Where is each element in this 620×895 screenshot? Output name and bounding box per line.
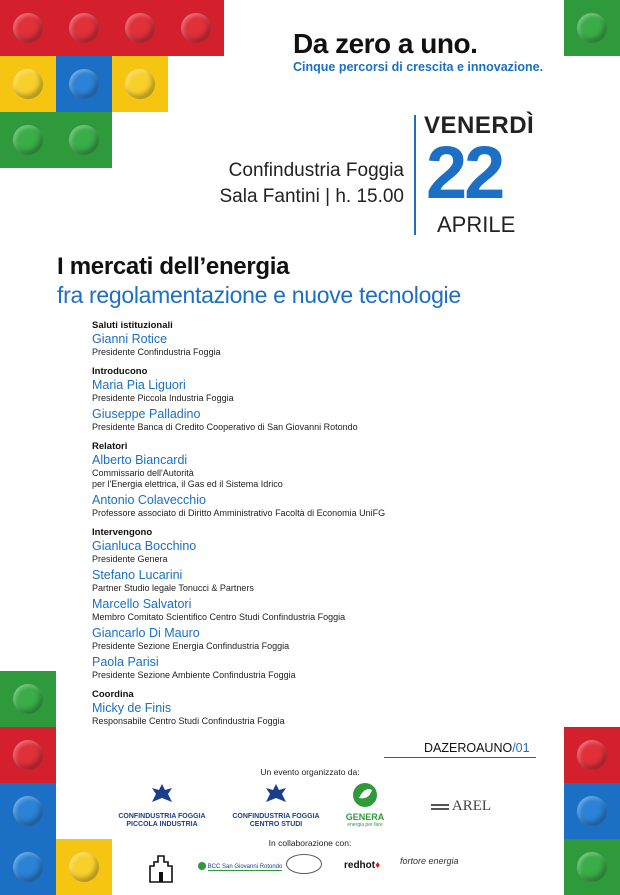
section-saluti bbox=[92, 320, 552, 358]
lego-brick bbox=[0, 783, 56, 839]
speaker-role-line2: per l'Energia elettrica, il Gas ed il Sistema Idrico bbox=[92, 479, 283, 489]
lego-brick-top-right bbox=[564, 0, 620, 56]
speaker bbox=[92, 655, 552, 681]
arel-mark-icon bbox=[431, 804, 449, 810]
event-title: I mercati dell’energia bbox=[57, 253, 290, 280]
organizer-logo-genera bbox=[338, 782, 392, 829]
lego-brick bbox=[56, 112, 112, 168]
speaker-name: Gianni Rotice bbox=[92, 332, 168, 346]
speaker-role: Commissario dell'Autorità bbox=[92, 468, 194, 478]
series-code-underline bbox=[384, 757, 536, 758]
speaker-name: Alberto Biancardi bbox=[92, 453, 188, 467]
venue-room-time: Sala Fantini | h. 15.00 bbox=[219, 186, 404, 207]
speaker-role: Membro Comitato Scientifico Centro Studi Confindustria Foggia bbox=[92, 612, 346, 622]
speaker-name: Giancarlo Di Mauro bbox=[92, 626, 200, 640]
speaker-name: Gianluca Bocchino bbox=[92, 539, 197, 553]
speaker bbox=[92, 701, 552, 727]
lego-brick bbox=[168, 0, 224, 56]
lego-brick bbox=[0, 671, 56, 727]
speaker-name: Stefano Lucarini bbox=[92, 568, 183, 582]
organizer-line1: AREL bbox=[451, 798, 492, 814]
organizer-logo-centro-studi bbox=[222, 782, 330, 829]
lego-brick bbox=[56, 56, 112, 112]
program bbox=[92, 320, 552, 735]
lego-brick bbox=[564, 783, 620, 839]
speaker-name: Giuseppe Palladino bbox=[92, 407, 201, 421]
collaborator-name: BCC San Giovanni Rotondo bbox=[207, 863, 283, 870]
organizer-line2: energia per fare bbox=[347, 822, 383, 828]
speaker-role: Presidente Banca di Credito Cooperativo di San Giovanni Rotondo bbox=[92, 422, 358, 432]
lego-brick bbox=[0, 112, 56, 168]
collaborator-name: redhot bbox=[344, 860, 376, 871]
collaborator-name: fortore energia bbox=[400, 856, 459, 866]
confindustria-eagle-icon bbox=[263, 782, 289, 808]
section-coordina bbox=[92, 689, 552, 727]
speaker bbox=[92, 453, 552, 490]
collaborators-label: In collaborazione con: bbox=[268, 838, 352, 848]
speaker bbox=[92, 568, 552, 594]
series-title: Da zero a uno. bbox=[293, 28, 478, 59]
speaker-role: Presidente Piccola Industria Foggia bbox=[92, 393, 234, 403]
speaker bbox=[92, 539, 552, 565]
venue-name: Confindustria Foggia bbox=[228, 160, 404, 181]
series-code-suffix: /01 bbox=[512, 741, 530, 755]
series-code bbox=[424, 741, 530, 755]
speaker-name: Marcello Salvatori bbox=[92, 597, 192, 611]
speaker bbox=[92, 332, 552, 358]
confindustria-eagle-icon bbox=[149, 782, 175, 808]
section-label: Introducono bbox=[92, 366, 148, 377]
organizer-logo-piccola-industria bbox=[108, 782, 216, 829]
organizer-line1: CONFINDUSTRIA FOGGIA bbox=[118, 813, 206, 820]
section-label: Coordina bbox=[92, 689, 134, 700]
lego-brick bbox=[0, 56, 56, 112]
speaker-role: Presidente Sezione Ambiente Confindustria Foggia bbox=[92, 670, 296, 680]
date-day: 22 bbox=[426, 131, 503, 214]
speaker bbox=[92, 597, 552, 623]
genera-leaf-icon bbox=[351, 782, 379, 808]
speaker bbox=[92, 493, 552, 519]
speaker-role: Partner Studio legale Tonucci & Partners bbox=[92, 583, 254, 593]
section-intervengono bbox=[92, 527, 552, 681]
date-weekday: VENERDÌ bbox=[424, 112, 535, 139]
series-code-prefix: DAZEROAUNO bbox=[424, 741, 513, 755]
speaker bbox=[92, 378, 552, 404]
date-month: APRILE bbox=[437, 212, 516, 237]
venue-block bbox=[220, 158, 405, 210]
speaker-role: Presidente Genera bbox=[92, 554, 168, 564]
organizer-logo-arel bbox=[400, 798, 522, 814]
round-seal-logo-icon bbox=[286, 854, 322, 874]
collaborator-fortore bbox=[400, 856, 470, 866]
redhot-flame-icon: ♦ bbox=[375, 860, 381, 871]
speaker-name: Maria Pia Liguori bbox=[92, 378, 186, 392]
lego-brick bbox=[112, 56, 168, 112]
organizer-line1: GENERA bbox=[345, 812, 385, 822]
speaker-role: Presidente Confindustria Foggia bbox=[92, 347, 221, 357]
castle-logo-icon bbox=[148, 852, 174, 884]
bcc-logo-icon bbox=[198, 862, 206, 870]
section-introducono bbox=[92, 366, 552, 433]
section-label: Saluti istituzionali bbox=[92, 320, 173, 331]
speaker-role: Presidente Sezione Energia Confindustria Foggia bbox=[92, 641, 290, 651]
lego-brick bbox=[112, 0, 168, 56]
speaker-name: Paola Parisi bbox=[92, 655, 159, 669]
speaker bbox=[92, 407, 552, 433]
collaborator-bcc bbox=[198, 862, 282, 870]
speaker-role: Responsabile Centro Studi Confindustria Foggia bbox=[92, 716, 285, 726]
event-subtitle: fra regolamentazione e nuove tecnologie bbox=[57, 282, 461, 308]
organizer-line2: PICCOLA INDUSTRIA bbox=[126, 821, 198, 828]
section-relatori bbox=[92, 441, 552, 519]
section-label: Relatori bbox=[92, 441, 128, 452]
speaker-role: Professore associato di Diritto Amministrativo Facoltà di Economia UniFG bbox=[92, 508, 386, 518]
speaker bbox=[92, 626, 552, 652]
series-subtitle: Cinque percorsi di crescita e innovazione. bbox=[293, 60, 544, 74]
collaborator-redhot bbox=[344, 860, 380, 871]
organizer-logos bbox=[100, 780, 530, 832]
lego-brick bbox=[0, 0, 56, 56]
organizer-line1: CONFINDUSTRIA FOGGIA bbox=[232, 813, 320, 820]
lego-brick bbox=[56, 0, 112, 56]
section-label: Intervengono bbox=[92, 527, 153, 538]
speaker-name: Micky de Finis bbox=[92, 701, 172, 715]
collaborator-logos bbox=[140, 850, 480, 890]
speaker-name: Antonio Colavecchio bbox=[92, 493, 206, 507]
organizers-label: Un evento organizzato da: bbox=[260, 767, 360, 777]
date-divider bbox=[414, 115, 416, 235]
organizer-line2: CENTRO STUDI bbox=[249, 821, 303, 828]
